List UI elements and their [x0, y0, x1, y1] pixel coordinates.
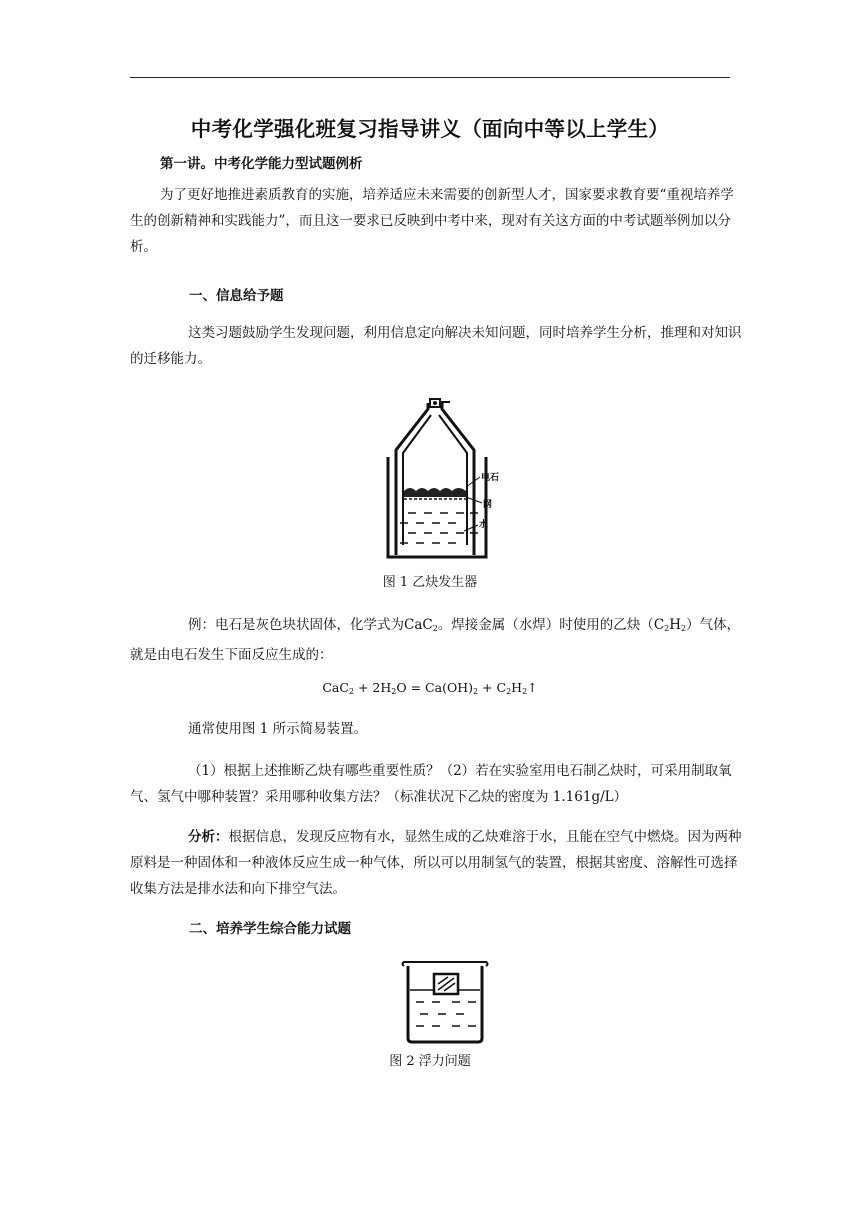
- example-paragraph: 例：电石是灰色块状固体，化学式为CaC$_2$。焊接金属（水焊）时使用的乙炔$(C_2H_2)$气体，就是由电石发生下面反应生成的：: [130, 617, 741, 663]
- figure-1-label-carbide: 电石: [481, 473, 500, 483]
- reaction-equation: $CaC_2 + 2H_2O = Ca(OH)_2$ + $C_2H_2↑$: [322, 680, 538, 696]
- question-paragraph: （1）根据上述推断乙炔有哪些重要性质？（2）若在实验室用电石制乙炔时，可采用制取氧气、氢气中哪种装置？采用哪种收集方法？（标准状况下乙炔的密度为 1.161g/L）: [130, 763, 732, 805]
- section-1-description: 这类习题鼓励学生发现问题，利用信息定向解决未知问题，同时培养学生分析，推理和对知识的迁移能力。: [130, 325, 742, 367]
- usage-sentence: 通常使用图 1 所示简易装置。: [188, 721, 368, 737]
- figure-1-label-mesh: 网: [483, 500, 493, 510]
- figure-1-caption: 图 1 乙炔发生器: [382, 575, 478, 590]
- intro-paragraph: 为了更好地推进素质教育的实施，培养适应未来需要的创新型人才，国家要求教育要“重视培养学生的创新精神和实践能力”，而且这一要求已反映到中考中来，现对有关这方面的中考试题举例加以分析。: [130, 187, 734, 255]
- figure-1-label-water: 水: [479, 520, 489, 530]
- figure-1-acetylene-generator: [370, 395, 510, 565]
- analysis-paragraph: 分析：根据信息，发现反应物有水，显然生成的乙炔难溶于水，且能在空气中燃烧。因为两种原料是一种固体和一种液体反应生成一种气体，所以可以用制氢气的装置，根据其密度、溶解性可选择收集方法是排水法和向下排空气法。: [130, 829, 742, 897]
- section-2-heading: 二、培养学生综合能力试题: [189, 921, 351, 937]
- figure-2-caption: 图 2 浮力问题: [389, 1054, 471, 1069]
- figure-2-buoyancy-beaker: [398, 960, 494, 1046]
- analysis-label: 分析：: [188, 829, 229, 845]
- header-rule: [130, 77, 730, 78]
- section-1-heading: 一、信息给予题: [189, 288, 284, 304]
- document-title: 中考化学强化班复习指导讲义（面向中等以上学生）: [190, 117, 670, 141]
- lecture-subtitle: 第一讲。中考化学能力型试题例析: [160, 156, 363, 172]
